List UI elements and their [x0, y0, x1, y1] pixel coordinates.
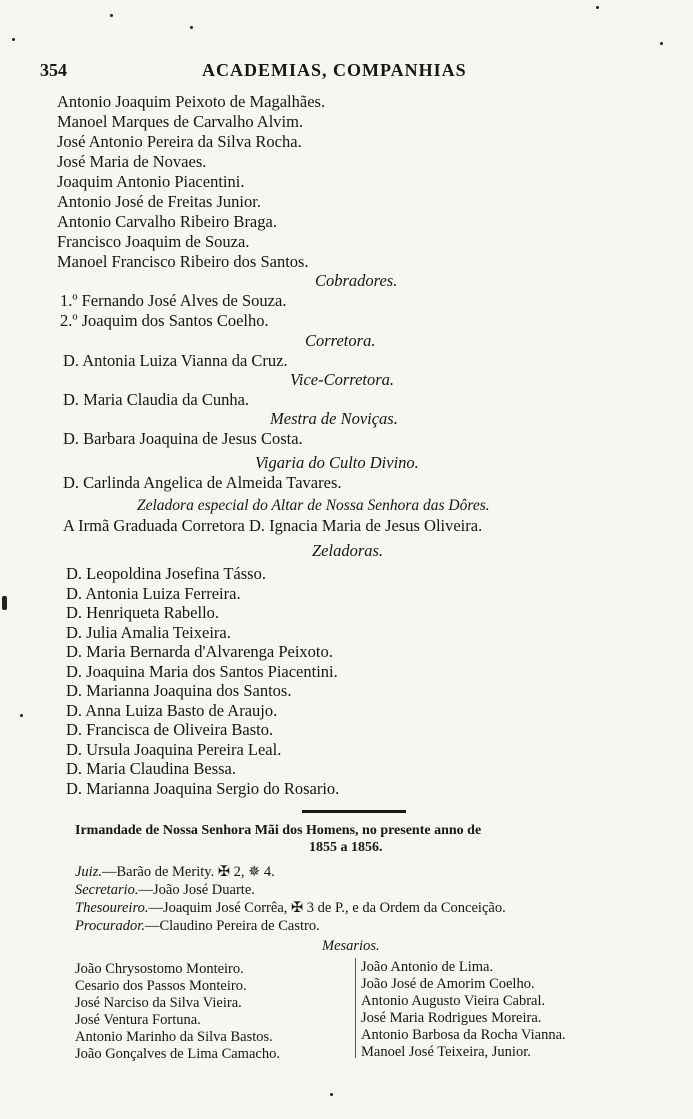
mesario-left: Antonio Marinho da Silva Bastos. — [75, 1029, 273, 1045]
zeladora-line: D. Maria Bernarda d'Alvarenga Peixoto. — [66, 642, 333, 661]
section-heading-cobradores: Cobradores. — [315, 271, 398, 290]
corretora-name: D. Antonia Luiza Vianna da Cruz. — [63, 351, 288, 370]
zeladora-line: D. Ursula Joaquina Pereira Leal. — [66, 740, 282, 759]
irmandade-title-line1: Irmandade de Nossa Senhora Mãi dos Homens, no presente anno de — [75, 823, 482, 838]
zeladora-line: D. Anna Luiza Basto de Araujo. — [66, 701, 278, 720]
member-line: Manoel Marques de Carvalho Alvim. — [57, 112, 304, 131]
mesario-right: Antonio Augusto Vieira Cabral. — [361, 993, 546, 1009]
cobrador-line: 2.º Joaquim dos Santos Coelho. — [60, 311, 269, 330]
page-title: ACADEMIAS, COMPANHIAS — [202, 60, 467, 80]
mesario-left: João Gonçalves de Lima Camacho. — [75, 1046, 280, 1062]
member-line: Antonio Carvalho Ribeiro Braga. — [57, 212, 277, 231]
zeladora-line: D. Henriqueta Rabello. — [66, 603, 220, 622]
vigaria-name: D. Carlinda Angelica de Almeida Tavares. — [63, 473, 342, 492]
mestra-name: D. Barbara Joaquina de Jesus Costa. — [63, 429, 303, 448]
running-header — [40, 60, 510, 86]
section-divider — [302, 810, 406, 813]
zeladora-especial-name: A Irmã Graduada Corretora D. Ignacia Maria de Jesus Oliveira. — [63, 516, 483, 535]
officer-thesoureiro: Thesoureiro.—Joaquim José Corrêa, ✠ 3 de P., e da Ordem da Conceição. — [75, 900, 506, 916]
member-line: Francisco Joaquim de Souza. — [57, 232, 250, 251]
page-number: 354 — [40, 60, 67, 80]
member-line: Joaquim Antonio Piacentini. — [57, 172, 245, 191]
section-heading-mestra: Mestra de Noviças. — [270, 409, 398, 428]
section-heading-zeladoras: Zeladoras. — [312, 541, 384, 560]
vice-corretora-name: D. Maria Claudia da Cunha. — [63, 390, 250, 409]
print-speck — [12, 38, 15, 41]
zeladora-line: D. Maria Claudina Bessa. — [66, 759, 237, 778]
mesario-left: Cesario dos Passos Monteiro. — [75, 978, 247, 994]
section-heading-vice-corretora: Vice-Corretora. — [290, 370, 395, 389]
mesario-left: José Ventura Fortuna. — [75, 1012, 201, 1028]
zeladora-line: D. Joaquina Maria dos Santos Piacentini. — [66, 662, 338, 681]
print-speck — [596, 6, 599, 9]
zeladora-line: D. Julia Amalia Teixeira. — [66, 623, 231, 642]
section-heading-mesarios: Mesarios. — [322, 938, 380, 954]
mesario-left: João Chrysostomo Monteiro. — [75, 961, 244, 977]
zeladora-line: D. Antonia Luiza Ferreira. — [66, 584, 241, 603]
mesario-left: José Narciso da Silva Vieira. — [75, 995, 242, 1011]
member-line: Manoel Francisco Ribeiro dos Santos. — [57, 252, 309, 271]
print-speck — [190, 26, 193, 29]
mesario-right: José Maria Rodrigues Moreira. — [361, 1010, 542, 1026]
print-speck — [660, 42, 663, 45]
section-heading-zeladora-especial: Zeladora especial do Altar de Nossa Senhora das Dôres. — [137, 497, 490, 514]
officer-juiz: Juiz.—Barão de Merity. ✠ 2, ✵ 4. — [75, 864, 275, 880]
irmandade-title-line2: 1855 a 1856. — [309, 840, 383, 855]
print-speck — [20, 714, 23, 717]
member-line: Antonio Joaquim Peixoto de Magalhães. — [57, 92, 326, 111]
mesario-right: João José de Amorim Coelho. — [361, 976, 535, 992]
officer-procurador: Procurador.—Claudino Pereira de Castro. — [75, 918, 320, 934]
member-line: José Maria de Novaes. — [57, 152, 207, 171]
print-speck — [330, 1093, 333, 1096]
member-line: José Antonio Pereira da Silva Rocha. — [57, 132, 302, 151]
mesario-right: Manoel José Teixeira, Junior. — [361, 1044, 531, 1060]
zeladora-line: D. Leopoldina Josefina Tásso. — [66, 564, 266, 583]
section-heading-vigaria: Vigaria do Culto Divino. — [255, 453, 419, 472]
zeladora-line: D. Francisca de Oliveira Basto. — [66, 720, 274, 739]
mesario-right: Antonio Barbosa da Rocha Vianna. — [361, 1027, 566, 1043]
zeladora-line: D. Marianna Joaquina Sergio do Rosario. — [66, 779, 340, 798]
zeladora-line: D. Marianna Joaquina dos Santos. — [66, 681, 292, 700]
print-speck — [110, 14, 113, 17]
cobrador-line: 1.º Fernando José Alves de Souza. — [60, 291, 287, 310]
column-divider — [355, 958, 356, 1058]
mesario-right: João Antonio de Lima. — [361, 959, 494, 975]
officer-secretario: Secretario.—João José Duarte. — [75, 882, 255, 898]
print-speck — [2, 596, 7, 610]
section-heading-corretora: Corretora. — [305, 331, 376, 350]
member-line: Antonio José de Freitas Junior. — [57, 192, 261, 211]
